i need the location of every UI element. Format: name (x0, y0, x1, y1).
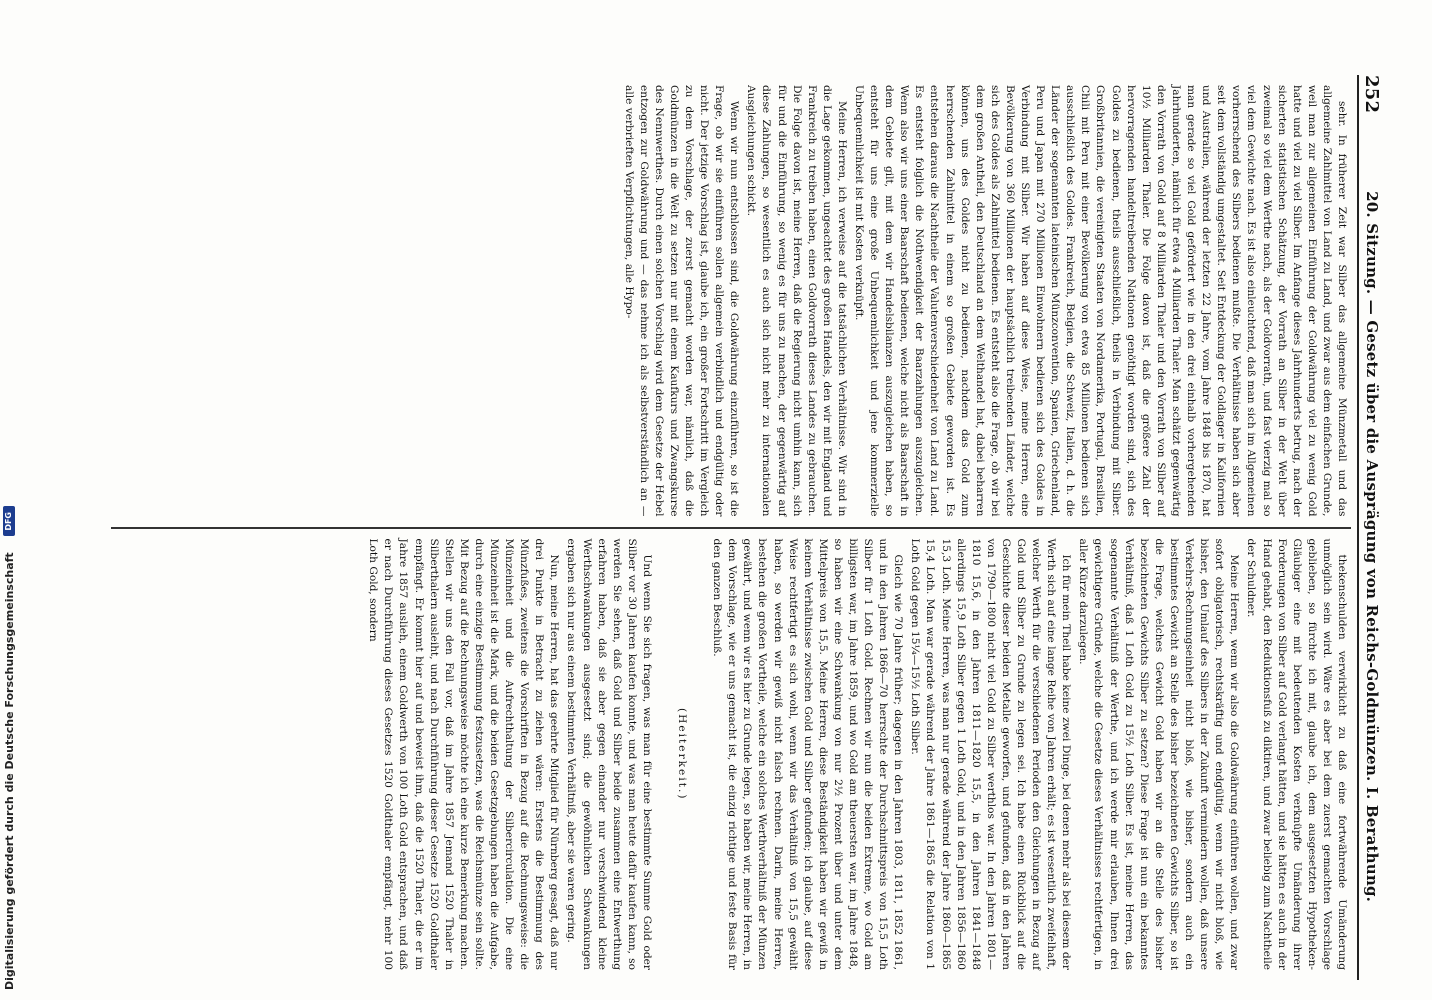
paragraph: Gleich wie 70 Jahre früher; dagegen in den Jahren 1803, 1811, 1852 1861, und in den Jahren 1866—70 herrschte der Durchschnittspreis von 15,5 Loth Silber für 1 Loth Gold. Rechnen wir nun die beiden Extreme, wo Gold am billigsten war, im Jahre 1859, und wo Gold am theuersten war, im Jahre 1848, so haben wir eine Schwankung von nur 2½ Prozent über und unter dem Mittelpreis von 15,5. Meine Herren, diese Beständigkeit haben wir gewiß in keinem Verhältnisse zwischen Gold und Silber gefunden; ich glaube, auf diese Weise rechtfertigt es sich wohl, wenn wir das Verhältniß von 15,5 gewählt haben, so werden wir gewiß nicht falsch rechnen. Darin, meine Herren, bestehen die großen Vortheile, welche ein solches Werthverhältniß der Münzen gewährt, und wenn wir es hier zu Grunde legen, so haben wir, meine Herren, in dem Vorschlage, wie er uns gemacht ist, die einzig richtige und feste Basis für den ganzen Beschluß. (711, 538, 905, 970)
credit-text: Digitalisierung gefördert durch die Deutsche Forschungsgemeinschaft (2, 552, 16, 990)
two-column-body (111, 75, 1351, 980)
page-content (100, 75, 1385, 980)
paragraph: sehr. In früherer Zeit war Silber das allgemeine Münzmetall und das allgemeine Zahlmittel von Land zu Land, und zwar aus dem einfachen Grunde, weil man zur allgemeinen Einführung der Goldwährung viel zu wenig Gold hatte und viel zu viel Silber. Im Anfange dieses Jahrhunderts betrug, nach der sicherten statistischen Schätzung, der Vorrath an Silber in der Welt über zweimal so viel dem Werthe nach, als der Goldvorrath, und fast vierzig mal so viel dem Gewichte nach. Es ist also einleuchtend, daß man sich im Allgemeinen vorherrschend des Silbers bedienen mußte. Die Verhältnisse haben sich aber seit dem vollständig umgestaltet. Seit Entdeckung der Goldlager in Kalifornien und Australien, während der letzten 22 Jahre, vom Jahre 1848 bis 1870, hat man gerade so viel Gold gefördert wie in den drei einhalb vorhergehenden Jahrhunderten, nämlich für etwa 4 Milliarden Thaler. Man schätzt gegenwärtig den Vorrath von Gold auf 8 Milliarden Thaler und den Vorrath von Silber auf 10½ Milliarden Thaler. Die Folge davon ist, daß die größere Zahl der hervorragenden handeltreibenden Nationen genöthigt worden sind, sich des Goldes zu bedienen, theils ausschließlich, theils in Verbindung mit Silber. Großbritannien, die vereinigten Staaten von Nordamerika, Portugal, Brasilien, Chili mit Peru mit einer Bevölkerung von etwa 85 Millionen bedienen sich ausschließlich des Goldes. Frankreich, Belgien, die Schweiz, Italien, d. h. die Länder der sogenannten lateinischen Münzconvention, Spanien, Griechenland, Peru und Japan mit 270 Millionen Einwohnern bedienen sich des Goldes in Verbindung mit Silber. Wir haben auf diese Weise, meine Herren, eine Bevölkerung von 360 Millionen der hauptsächlich treibenden Länder, welche sich des Goldes als Zahlmittel bedienen. Es entsteht also die Frage, ob wir bei dem großen Antheil, den Deutschland an dem Welthandel hat, dabei beharren können, uns des Goldes nicht zu bedienen, nachdem das Gold zum herrschenden Zahlmittel in einem so großen Gebiete geworden ist. Es entstehen daraus die Nachtheile der Valutenverschiedenheit von Land zu Land. Es entsteht folglich die Nothwendigkeit der Baarzahlungen auszugleichen. Wenn also wir uns einer Baarschaft bedienen, welche nicht als Baarschaft in dem Gebiete gilt, mit dem wir Handelsbilanzen auszugleichen haben, so entsteht für uns eine große Unbequemlichkeit und jene kommerzielle Unbequemlichkeit ist mit Kosten verknüpft. (853, 85, 1348, 517)
paragraph: Wenn wir nun entschlossen sind, die Goldwährung einzuführen, so ist die Frage, ob wir sie einführen sollen allgemein verbindlich und endgültig oder nicht. Der jetzige Vorschlag ist, glaube ich, ein großer Fortschritt im Vergleich zu dem Vorschlage, der zuerst gemacht worden war, nämlich, daß die Goldmünzen in die Welt zu setzen nur mit einem Kaufkurs und Zwangskurse des Nennwerthes. Durch einen solchen Vorschlag wird dem Gesetze der Hebel entzogen zur Goldwährung und — das nehme ich als selbstverständlich an — alle verbrieften Verpflichtungen, alle Hypo- (622, 85, 741, 517)
right-column (111, 529, 1351, 981)
paragraph: Und wenn Sie sich fragen, was man für eine bestimmte Summe Gold oder Silber vor 30 Jahren kaufen konnte, und was man heute dafür kaufen kann, so werden Sie sehen, daß Gold und Silber beide zusammen eine Entwerthung erfahren haben, daß sie aber gegen einander nur verschwindend kleine Werthschwankungen ausgesetzt sind; die gewöhnlichen Schwankungen ergaben sich nur aus einem bestimmten Verhältniß, aber sie waren gering. (565, 538, 653, 970)
dfg-credit-line (0, 0, 18, 1000)
rotated-page (100, 75, 1385, 980)
running-head (1357, 75, 1385, 980)
interjection-marker: (Heiterkeit.) (676, 708, 689, 801)
paragraph: Ich für mein Theil habe keine zwei Dinge, bei denen mehr als bei diesem der Werth sich auf eine lange Reihe von Jahren erhält; es ist wesentlich zweifelhaft, welcher Werth für die verschiedenen Perioden den Gleichungen in Bezug auf Gold und Silber zu Grunde zu legen sei. Ich habe einen Rückblick auf die Geschichte dieser beiden Metalle geworfen, und gefunden, daß in den Jahren von 1790—1800 nicht viel Gold zu Silber werthlos war. In den Jahren 1801—1810 15,6, in den Jahren 1811—1820 15,5, in den Jahren 1841—1848 allerdings 15,9 Loth Silber gegen 1 Loth Gold, und in den Jahren 1856—1860 15,3 Loth. Meine Herren, was man nur gerade während der Jahre 1860—1865 15,4 Loth. Man war gerade während der Jahre 1861—1865 die Relation von 1 Loth Gold gegen 15¼—15½ Loth Silber. (909, 538, 1073, 970)
dfg-logo: DFG (3, 506, 15, 536)
page-title: 20. Sitzung. — Gesetz über die Ausprägung von Reichs-Goldmünzen. I. Berathung. (1363, 191, 1381, 903)
paragraph: Meine Herren, ich verweise auf die tatsächlichen Verhältnisse. Wir sind in die Lage gekommen, ungeachtet des großen Handels, den wir mit England und Frankreich zu treiben haben, einen Goldvorrath dieses Landes zu gebrauchen. Die Folge davon ist, meine Herren, daß die Regierung nicht umhin kann, sich für und die Einführung, so wenig es für uns zu machen, der gegenwärtig auf diese Zahlungen, so wesentlich es auch sich nicht mehr zu internationalen Ausgleichungen schickt. (745, 85, 848, 517)
paragraph: Meine Herren, wenn wir also die Goldwährung einführen wollen, und zwar sofort obligatorisch, rechtskräftig und endgültig, wenn wir nicht bloß, wie bisher, den Umlauf des Silbers in der Zukunft vermindern wollen, daß unsere Verkehrs-Rechnungseinheit nicht bloß, wie bisher, sondern auch ein bestimmtes Gewicht an Stelle des bisher bezeichneten Gewichts Silber, so ist die Frage, welches Gewicht Gold haben wir an die Stelle des bisher bezeichneten Gewichts Silber zu setzen? Diese Frage ist nun ein bekanntes Verhältniß, daß 1 Loth Gold zu 15½ Loth Silber. Es ist, meine Herren, das sogenannte Verhältniß der Werthe, und ich werde mir erlauben, Ihnen drei gewichtigere Gründe, welche die Gesetze dieses Verhältnisses rechtfertigen, in aller Kürze darzulegen. (1077, 538, 1241, 970)
page-number: 252 (1361, 75, 1383, 114)
paragraph: thekenschulden verwirklicht zu daß eine fortwährende Umänderung unmöglich sein wird. Wäre es aber bei dem zuerst gemachten Vorschlage geblieben, so fürchte ich mit, glaube ich, dem ausgesetzten Hypotheken-Gläubiger eine mit bedeutenden Kosten verknüpfte Umänderung ihrer Forderungen von Silber auf Gold verlangt hätten, und sie hätten es auch in der Hand gehabt, den Reduktionsfuß zu diktiren, und zwar beliebig zum Nachtheile der Schuldner. (1245, 538, 1348, 970)
left-column (111, 75, 1351, 527)
paragraph: Nun, meine Herren, hat das geehrte Mitglied für Nürnberg gesagt, daß nur drei Punkte in Betracht zu ziehen wären: Erstens die Bestimmung des Münzfußes, zweitens die Vorschriften in Bezug auf die Rechnungsweise: die Münzeinheit und die Aufrechthaltung der Silbercirculation. Die eine Münzeinheit ist die Mark, und die beiden Gesetzgebungen haben die Aufgabe, durch eine einzige Bestimmung festzusetzen, was die Reichsmünze sein sollte. Mit Bezug auf die Rechnungsweise möchte ich eine kurze Bemerkung machen. Stellen wir uns den Fall vor, daß im Jahre 1857 Jemand 1520 Thaler in Silberthalern ausleiht, und nach Durchführung dieser Gesetze 1520 Goldthaler empfängt. Er kommt hier auf und beweist ihm, daß die 1520 Thaler, die er im Jahre 1857 auslieh, einem Goldwerth von 100 Loth Gold entsprachen, und daß er nach Durchführung dieses Gesetzes 1520 Goldthaler empfängt, mehr 100 Loth Gold, sondern (367, 538, 561, 970)
